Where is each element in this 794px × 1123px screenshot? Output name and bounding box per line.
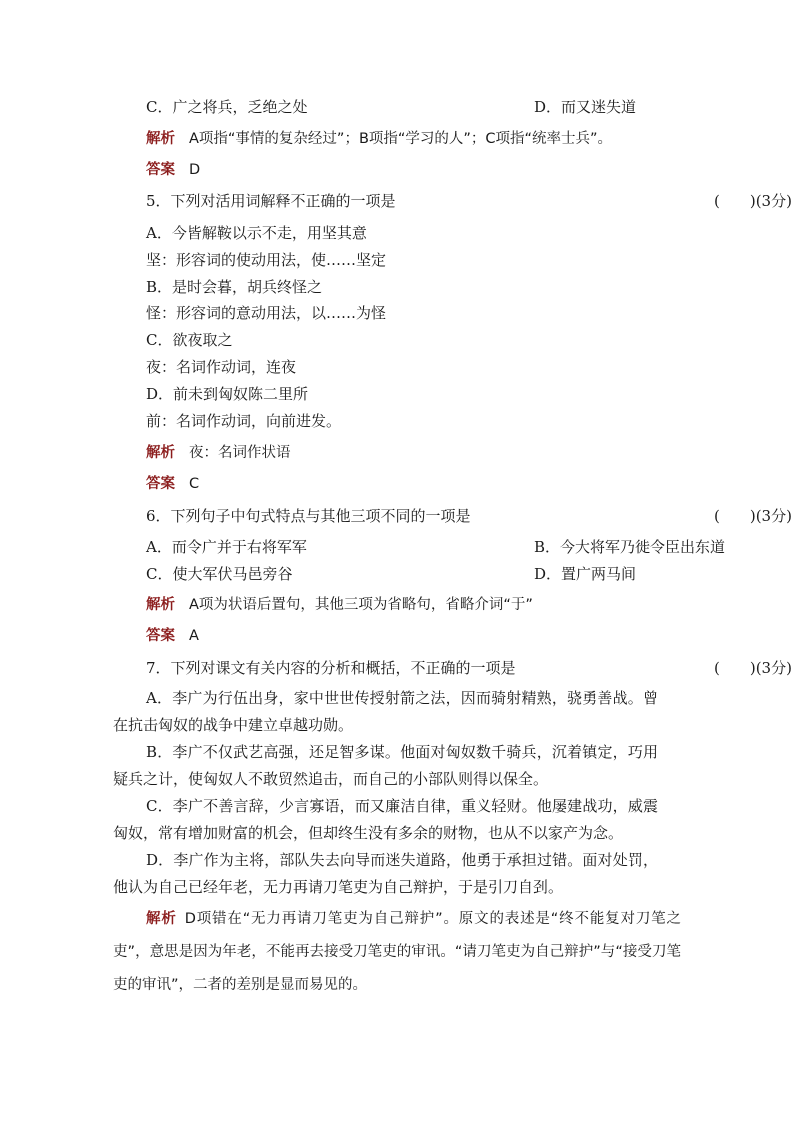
q7-analysis-label: 解析: [146, 911, 177, 927]
q6-marks: ( )(3分): [714, 507, 792, 525]
q4-option-c: C．广之将兵，乏绝之处: [146, 98, 308, 116]
q7-analysis: [113, 903, 681, 1002]
q4-analysis-text: A项指“事情的复杂经过”；B项指“学习的人”；C项指“统率士兵”。: [189, 131, 613, 147]
q5-analysis: [146, 443, 291, 463]
q6-stem-text: 6．下列句子中句式特点与其他三项不同的一项是: [146, 507, 471, 525]
q5-analysis-text: 夜：名词作状语: [189, 445, 291, 461]
q5-stem-text: 5．下列对活用词解释不正确的一项是: [146, 192, 396, 210]
q5-marks: ( )(3分): [714, 192, 792, 210]
q6-answer-label: 答案: [146, 628, 175, 644]
q6-analysis-label: 解析: [146, 597, 175, 613]
q7-stem: [146, 658, 792, 678]
q4-options-row: [146, 97, 637, 117]
q5-answer-label: 答案: [146, 476, 175, 492]
q6-option-d: D．置广两马间: [534, 565, 637, 583]
q4-answer: [146, 160, 200, 180]
q6-analysis-text: A项为状语后置句，其他三项为省略句，省略介词“于”: [189, 597, 533, 613]
q5-line: A．今皆解鞍以示不走，用坚其意: [146, 224, 367, 242]
q5-line: 前：名词作动词，向前进发。: [146, 412, 342, 430]
q7-option-b: B．李广不仅武艺高强，还足智多谋。他面对匈奴数千骑兵，沉着镇定，巧用疑兵之计，使匈奴人不敢贸然追击，而自己的小部队则得以保全。: [113, 743, 658, 788]
q7-option-a: A．李广为行伍出身，家中世世传授射箭之法，因而骑射精熟，骁勇善战。曾在抗击匈奴的战争中建立卓越功勋。: [113, 689, 658, 734]
q6-answer: [146, 626, 199, 646]
q6-options-row-2: [146, 564, 637, 584]
q5-answer-text: C: [189, 476, 200, 492]
q5-line: 坚：形容词的使动用法，使……坚定: [146, 251, 387, 269]
q6-stem: [146, 506, 792, 526]
q6-option-a: A．而令广并于右将军军: [146, 538, 307, 556]
q6-option-c: C．使大军伏马邑旁谷: [146, 565, 293, 583]
q5-line: 怪：形容词的意动用法，以……为怪: [146, 304, 387, 322]
q6-answer-text: A: [189, 628, 199, 644]
q7-analysis-text: D项错在“无力再请刀笔吏为自己辩护”。原文的表述是“终不能复对刀笔之吏”，意思是因为年老，不能再去接受刀笔吏的审讯。“请刀笔吏为自己辩护”与“接受刀笔吏的审讯”，二者的差别是显而易见的。: [113, 911, 682, 993]
q4-answer-text: D: [189, 162, 201, 178]
q4-analysis-label: 解析: [146, 131, 175, 147]
q4-answer-label: 答案: [146, 162, 175, 178]
q5-stem: [146, 191, 792, 211]
q5-line: 夜：名词作动词，连夜: [146, 358, 297, 376]
q5-line: C．欲夜取之: [146, 331, 233, 349]
q6-options-row-1: [146, 537, 726, 557]
q4-analysis: [146, 129, 612, 149]
q5-answer: [146, 474, 199, 494]
q7-option-c: C．李广不善言辞，少言寡语，而又廉洁自律，重义轻财。他屡建战功，威震匈奴，常有增加财富的机会，但却终生没有多余的财物，也从不以家产为念。: [113, 797, 658, 842]
q6-option-b: B．今大将军乃徙令臣出东道: [534, 538, 726, 556]
q7-marks: ( )(3分): [714, 659, 792, 677]
q7-option-d: D．李广作为主将，部队失去向导而迷失道路，他勇于承担过错。面对处罚，他认为自己已经年老，无力再请刀笔吏为自己辩护，于是引刀自刭。: [113, 851, 658, 896]
q5-analysis-label: 解析: [146, 445, 175, 461]
q5-line: B．是时会暮，胡兵终怪之: [146, 278, 323, 296]
q7-stem-text: 7．下列对课文有关内容的分析和概括，不正确的一项是: [146, 659, 516, 677]
q5-line: D．前未到匈奴陈二里所: [146, 385, 309, 403]
q6-analysis: [146, 595, 533, 615]
q4-option-d: D．而又迷失道: [534, 98, 637, 116]
